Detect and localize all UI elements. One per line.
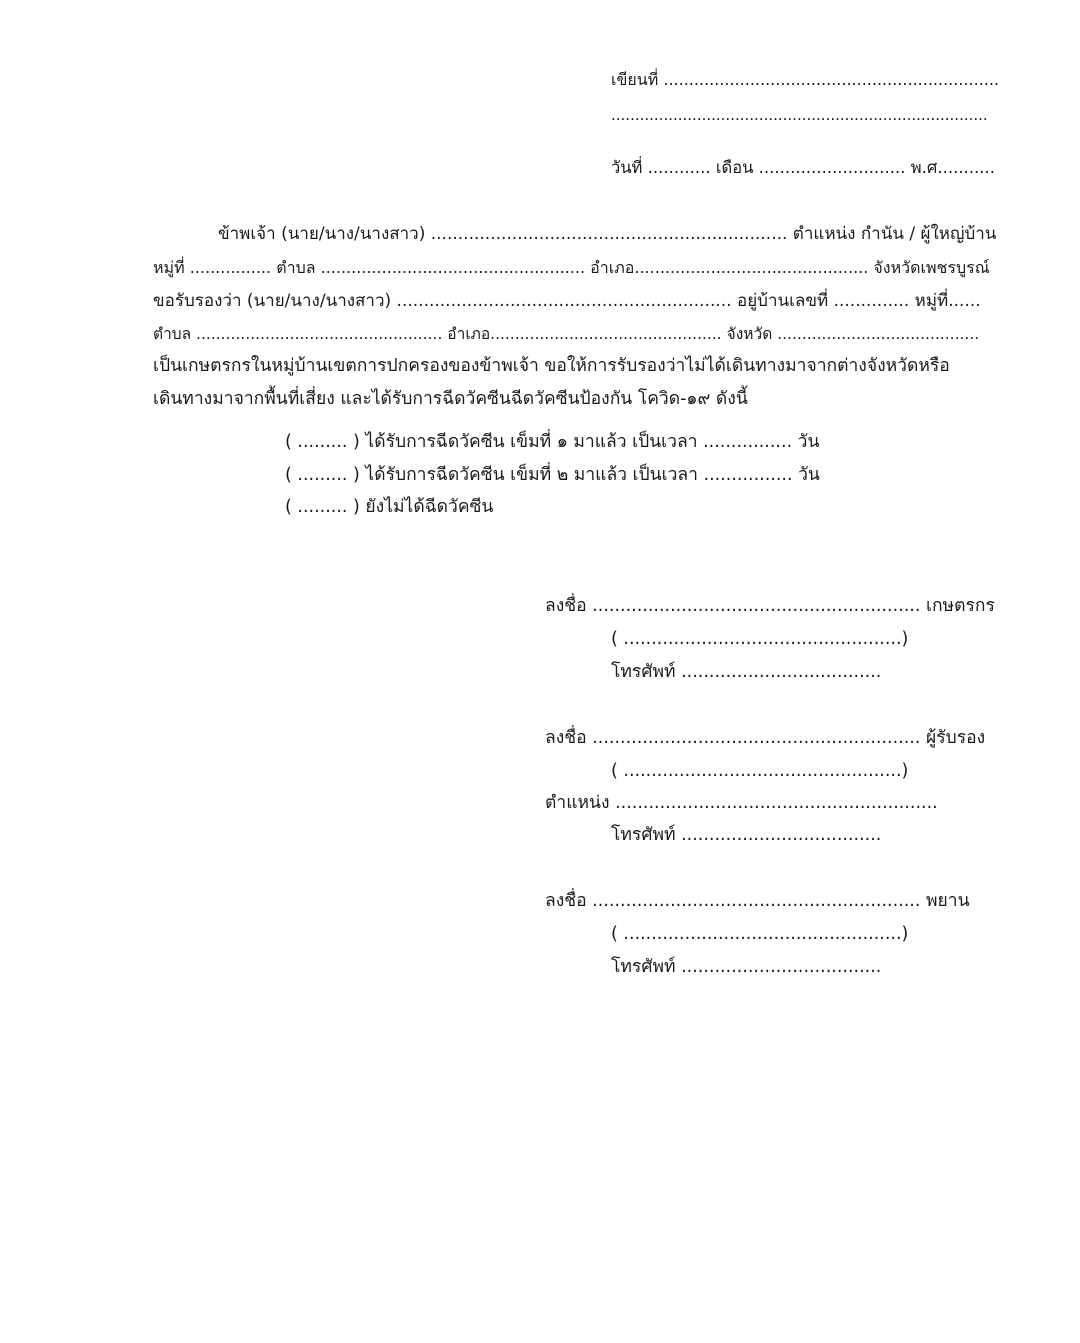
witness-signature-line: ลงชื่อ ........................................................... พยาน — [545, 891, 970, 911]
date-line: วันที่ ............ เดือน ............................ พ.ศ........... — [611, 158, 996, 177]
witness-name-line: ( ..................................................) — [611, 924, 909, 944]
option-dose-2: ( ......... ) ได้รับการฉีดวัคซีน เข็มที่ ๒ มาแล้ว เป็นเวลา ................ วัน — [285, 465, 820, 485]
written-at-continuation: ............................................................................... — [611, 106, 988, 124]
body-line-declarant: ข้าพเจ้า (นาย/นาง/นางสาว) .................................................................. ตำแหน่ง กำนัน / ผู้ใหญ่บ้าน — [218, 224, 997, 244]
body-line-statement: เป็นเกษตรกรในหมู่บ้านเขตการปกครองของข้าพเจ้า ขอให้การรับรองว่าไม่ได้เดินทางมาจากต่างจังหวัดหรือ — [153, 356, 950, 376]
farmer-signature-line: ลงชื่อ ........................................................... เกษตรกร — [545, 596, 995, 616]
farmer-phone-line: โทรศัพท์ .................................... — [611, 662, 882, 682]
body-line-subdistrict: ตำบล .................................................. อำเภอ............................................... จังหวัด ......................................... — [153, 325, 980, 343]
body-line-address: หมู่ที่ ................ ตำบล .................................................... อำเภอ.............................................. จังหวัดเพชรบูรณ์ — [153, 258, 990, 277]
written-at-line: เขียนที่ .................................................................. — [611, 70, 1000, 89]
body-line-vaccine: เดินทางมาจากพื้นที่เสี่ยง และได้รับการฉีดวัคซีนฉีดวัคซีนป้องกัน โควิด-๑๙ ดังนี้ — [153, 389, 748, 409]
farmer-name-line: ( ..................................................) — [611, 629, 909, 649]
body-line-certify: ขอรับรองว่า (นาย/นาง/นางสาว) .............................................................. อยู่บ้านเลขที่ .............. หมู่ที่...... — [153, 291, 981, 311]
certifier-signature-line: ลงชื่อ ........................................................... ผู้รับรอง — [545, 728, 986, 748]
option-not-vaccinated: ( ......... ) ยังไม่ได้ฉีดวัคซีน — [285, 497, 494, 517]
certifier-phone-line: โทรศัพท์ .................................... — [611, 825, 882, 845]
certifier-name-line: ( ..................................................) — [611, 761, 909, 781]
witness-phone-line: โทรศัพท์ .................................... — [611, 957, 882, 977]
option-dose-1: ( ......... ) ได้รับการฉีดวัคซีน เข็มที่ ๑ มาแล้ว เป็นเวลา ................ วัน — [285, 432, 820, 452]
certifier-position-line: ตำแหน่ง .......................................................... — [545, 793, 938, 813]
